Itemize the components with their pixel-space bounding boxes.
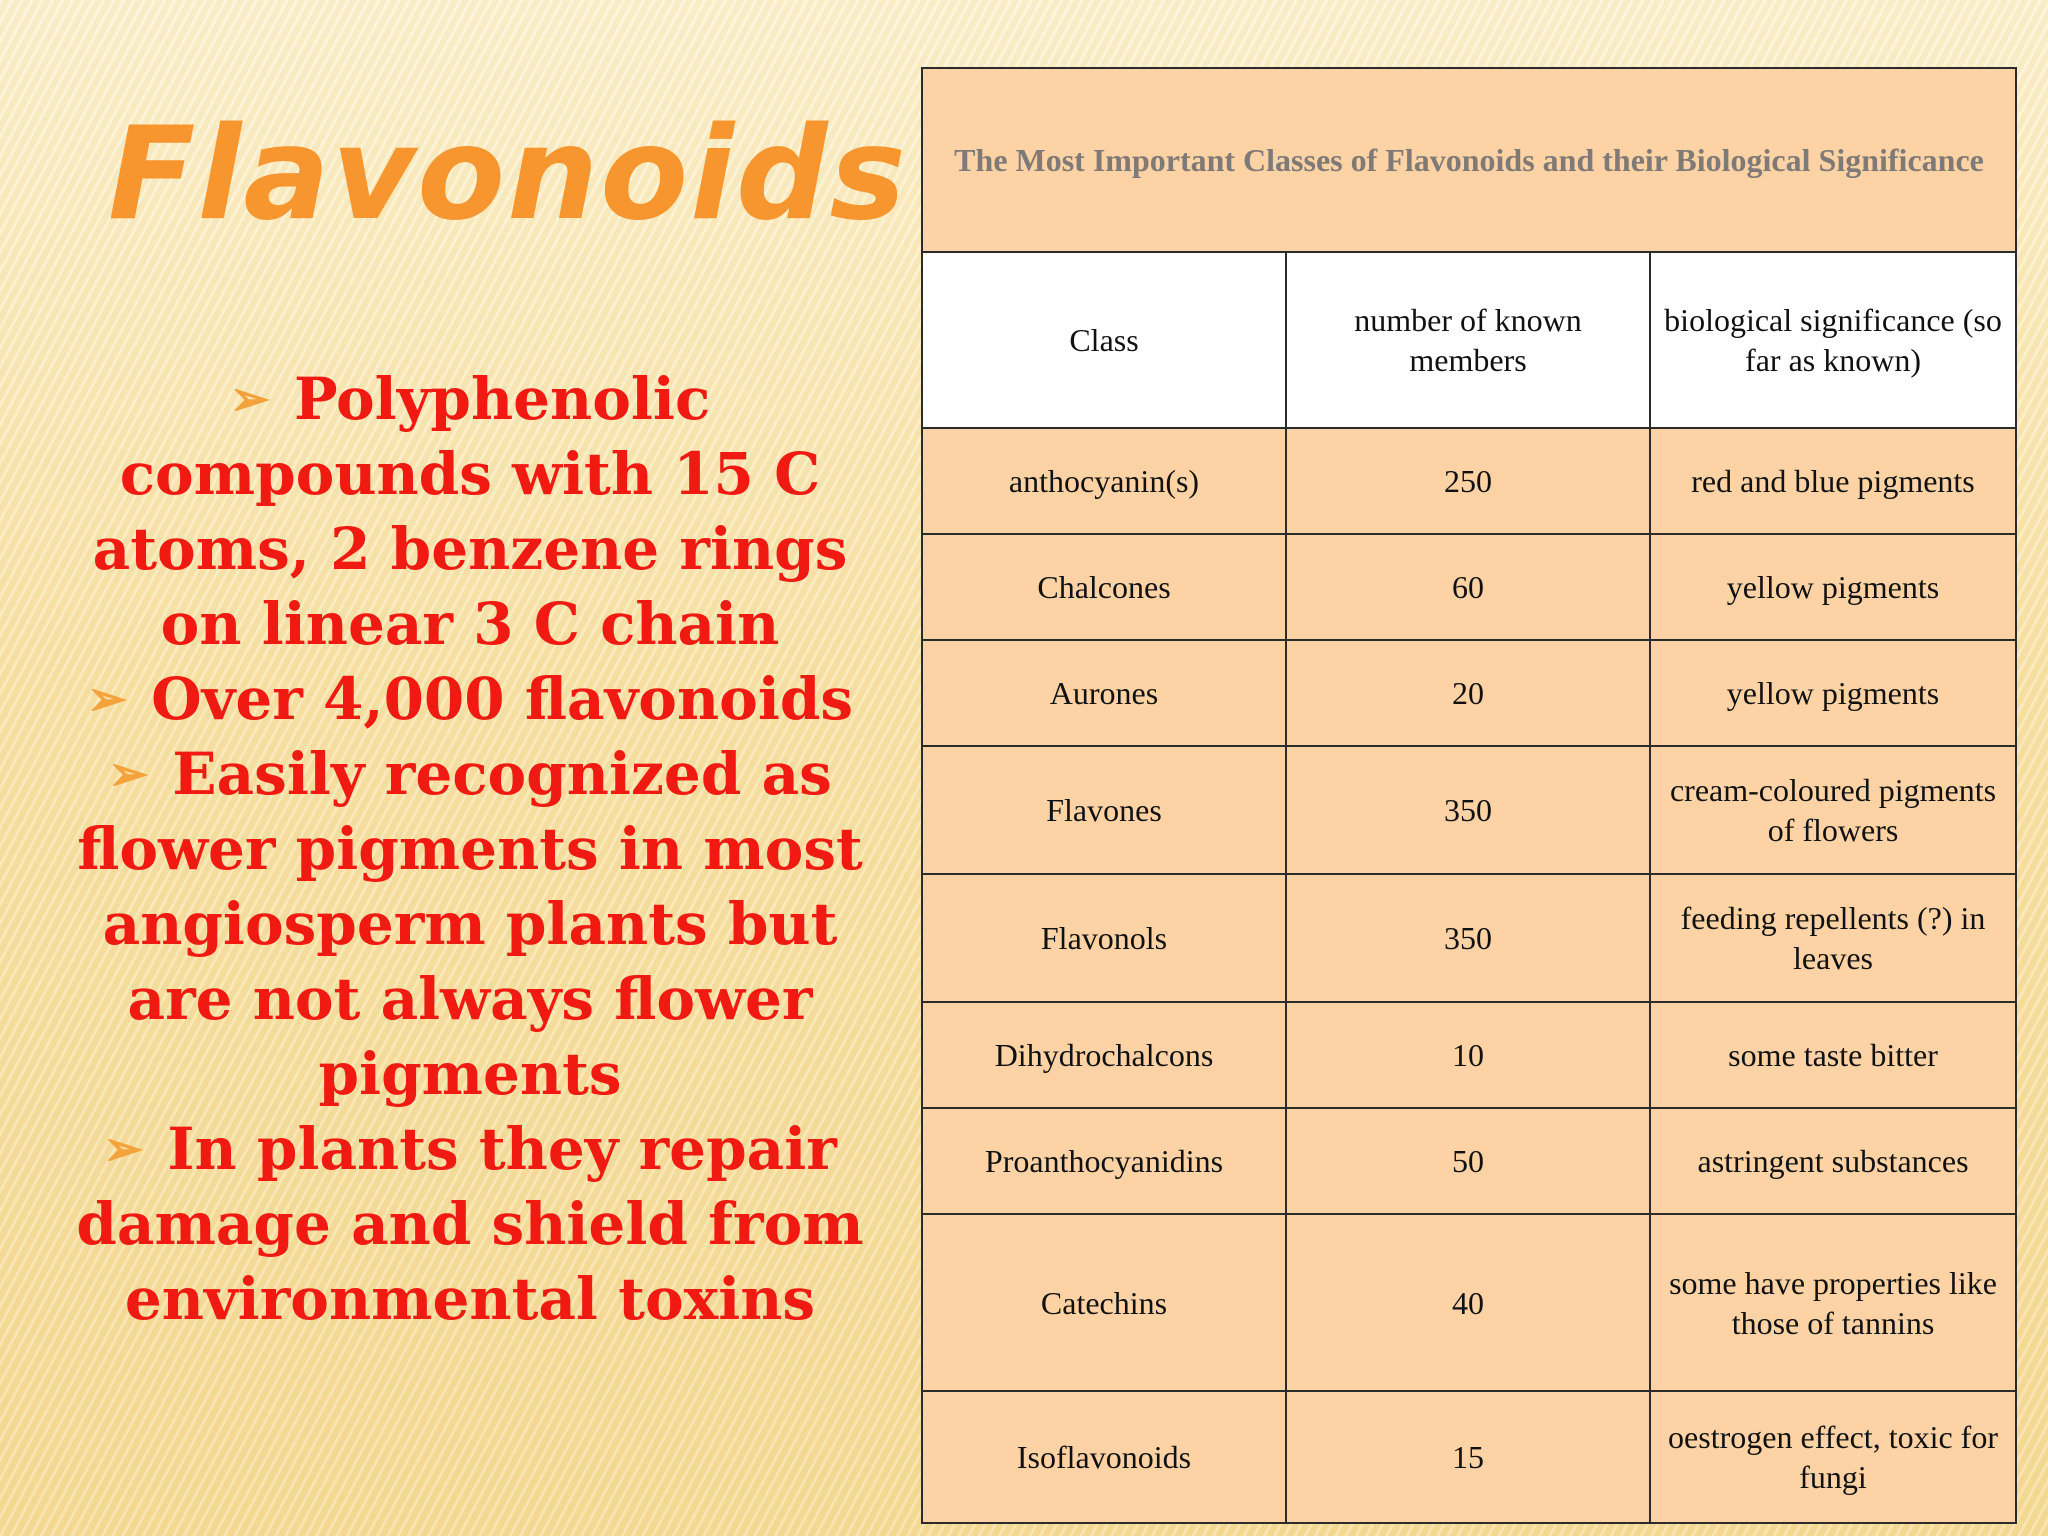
bullet-text: Polyphenolic compounds with 15 C atoms, 2 benzene rings on linear 3 C chain [92, 365, 848, 658]
cell-significance: oestrogen effect, toxic for fungi [1650, 1391, 2016, 1523]
arrow-bullet-icon: ➢ [229, 371, 270, 427]
cell-significance: yellow pigments [1650, 640, 2016, 746]
header-significance: biological significance (so far as known) [1650, 252, 2016, 428]
cell-significance: feeding repellents (?) in leaves [1650, 874, 2016, 1002]
cell-significance: red and blue pigments [1650, 428, 2016, 534]
table-row [922, 640, 2016, 746]
bullet-item [60, 662, 880, 737]
header-members: number of known members [1286, 252, 1650, 428]
cell-class: Proanthocyanidins [922, 1108, 1286, 1214]
cell-significance: some taste bitter [1650, 1002, 2016, 1108]
cell-class: anthocyanin(s) [922, 428, 1286, 534]
cell-class: Flavonols [922, 874, 1286, 1002]
bullet-item [60, 362, 880, 662]
bullet-text: Easily recognized as flower pigments in most angiosperm plants but are not always flower pigments [77, 740, 863, 1108]
slide-title: Flavonoids [108, 100, 908, 249]
cell-members: 40 [1286, 1214, 1650, 1391]
cell-members: 20 [1286, 640, 1650, 746]
cell-members: 350 [1286, 746, 1650, 874]
cell-significance: yellow pigments [1650, 534, 2016, 640]
header-class: Class [922, 252, 1286, 428]
cell-class: Catechins [922, 1214, 1286, 1391]
bullet-text: Over 4,000 flavonoids [151, 665, 854, 733]
bullet-list [60, 362, 880, 1337]
cell-significance: some have properties like those of tannins [1650, 1214, 2016, 1391]
table-row [922, 1108, 2016, 1214]
arrow-bullet-icon: ➢ [108, 746, 149, 802]
table-caption: The Most Important Classes of Flavonoids and their Biological Significance [922, 68, 2016, 252]
arrow-bullet-icon: ➢ [103, 1121, 144, 1177]
bullet-text: In plants they repair damage and shield from environmental toxins [76, 1115, 864, 1333]
cell-class: Isoflavonoids [922, 1391, 1286, 1523]
table-row [922, 534, 2016, 640]
cell-members: 10 [1286, 1002, 1650, 1108]
cell-members: 50 [1286, 1108, 1650, 1214]
arrow-bullet-icon: ➢ [86, 671, 128, 727]
bullet-item [60, 737, 880, 1112]
table-row [922, 874, 2016, 1002]
table-row [922, 1214, 2016, 1391]
table-row [922, 1002, 2016, 1108]
table-header-row [922, 252, 2016, 428]
flavonoid-classes-table [921, 67, 2017, 1524]
cell-class: Chalcones [922, 534, 1286, 640]
cell-members: 350 [1286, 874, 1650, 1002]
cell-significance: astringent substances [1650, 1108, 2016, 1214]
cell-members: 60 [1286, 534, 1650, 640]
cell-significance: cream-coloured pigments of flowers [1650, 746, 2016, 874]
cell-class: Flavones [922, 746, 1286, 874]
table-row [922, 746, 2016, 874]
bullet-item [60, 1112, 880, 1337]
table-row [922, 428, 2016, 534]
cell-class: Dihydrochalcons [922, 1002, 1286, 1108]
cell-class: Aurones [922, 640, 1286, 746]
cell-members: 15 [1286, 1391, 1650, 1523]
cell-members: 250 [1286, 428, 1650, 534]
table-caption-row [922, 68, 2016, 252]
table-row [922, 1391, 2016, 1523]
